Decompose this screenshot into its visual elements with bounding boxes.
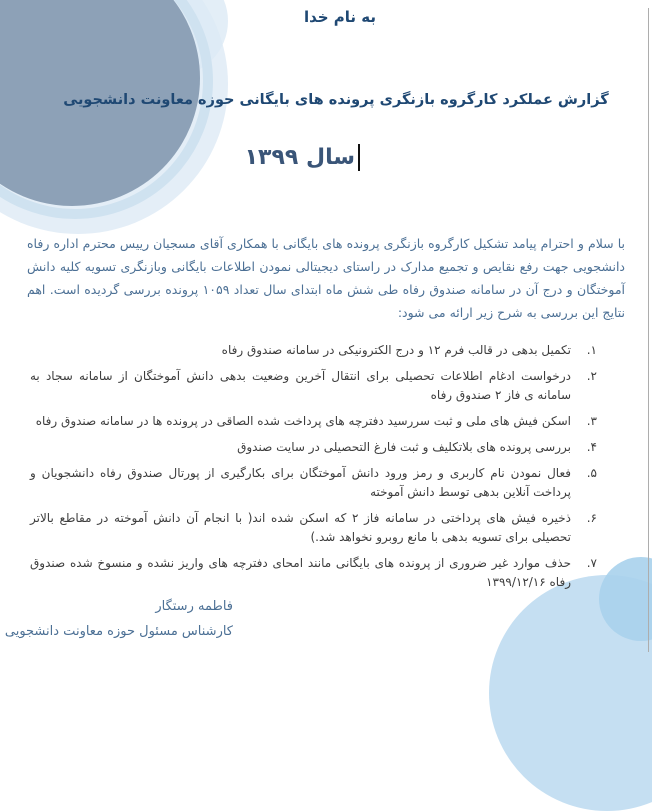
report-title: گزارش عملکرد کارگروه بازنگری پرونده های بایگانی حوزه معاونت دانشجویی [63, 92, 609, 108]
list-item-text: تکمیل بدهی در قالب فرم ۱۲ و درج الکترونیکی در سامانه صندوق رفاه [221, 343, 571, 357]
list-item [30, 554, 597, 592]
text-cursor [358, 144, 360, 171]
signature-role: کارشناس مسئول حوزه معاونت دانشجویی [4, 624, 233, 639]
list-item [30, 412, 597, 431]
list-item-text: بررسی پرونده های بلاتکلیف و ثبت فارغ التحصیلی در سایت صندوق [237, 440, 571, 454]
list-item-number: ۲. [586, 369, 597, 383]
intro-paragraph: با سلام و احترام پیامد تشکیل کارگروه بازنگری پرونده های بایگانی با همکاری آقای مسجیان رییس محترم اداره رفاه دانشجویی جهت رفع نقایص و تجمیع مدارک در راستای دیجیتالی نمودن اطلاعات بایگانی وبازنگری تسویه کلیه دانش آموختگان و درج آن در سامانه صندوق رفاه طی شش ماه ابتدای سال تعداد ۱۰۵۹ پرونده بررسی گردیده است. اهم نتایج این بررسی به شرح زیر ارائه می شود: [27, 236, 625, 320]
signature-name: فاطمه رستگار [155, 599, 233, 614]
list-item-number: ۳. [586, 414, 597, 428]
results-list [30, 341, 597, 599]
list-item-number: ۱. [586, 343, 597, 357]
year-line [245, 144, 360, 171]
signature-block [5, 594, 233, 644]
list-item-text: حذف موارد غیر ضروری از پرونده های بایگانی مانند امحای دفترچه های واریز نشده و منسوخ شده صندوق رفاه ۱۳۹۹/۱۲/۱۶ [30, 556, 571, 589]
list-item [30, 509, 597, 547]
list-item-text: اسکن فیش های ملی و ثبت سررسید دفترچه های پرداخت شده الصاقی در پرونده ها در سامانه صندوق رفاه [35, 414, 571, 428]
bismillah-heading: به نام خدا [303, 8, 377, 26]
list-item [30, 341, 597, 360]
year-text: سال ۱۳۹۹ [244, 145, 355, 170]
list-item-number: ۵. [586, 466, 597, 480]
list-item-number: ۶. [586, 511, 597, 525]
list-item [30, 464, 597, 502]
list-item [30, 367, 597, 405]
list-item-text: فعال نمودن نام کاربری و رمز ورود دانش آموختگان برای بکارگیری از پورتال صندوق رفاه دانشجویان و پرداخت آنلاین بدهی توسط دانش آموخته [30, 466, 571, 499]
list-item-number: ۷. [586, 556, 597, 570]
list-item-text: ذخیره فیش های پرداختی در سامانه فاز ۲ که اسکن شده اند( با انجام آن دانش آموخته در مقاطع بالاتر تحصیلی برای تسویه بدهی با مانع روبرو نخواهد شد.) [30, 511, 571, 544]
list-item [30, 438, 597, 457]
list-item-number: ۴. [586, 440, 597, 454]
list-item-text: درخواست ادغام اطلاعات تحصیلی برای انتقال آخرین وضعیت بدهی دانش آموختگان از سامانه سجاد به سامانه ی فاز ۲ صندوق رفاه [30, 369, 571, 402]
